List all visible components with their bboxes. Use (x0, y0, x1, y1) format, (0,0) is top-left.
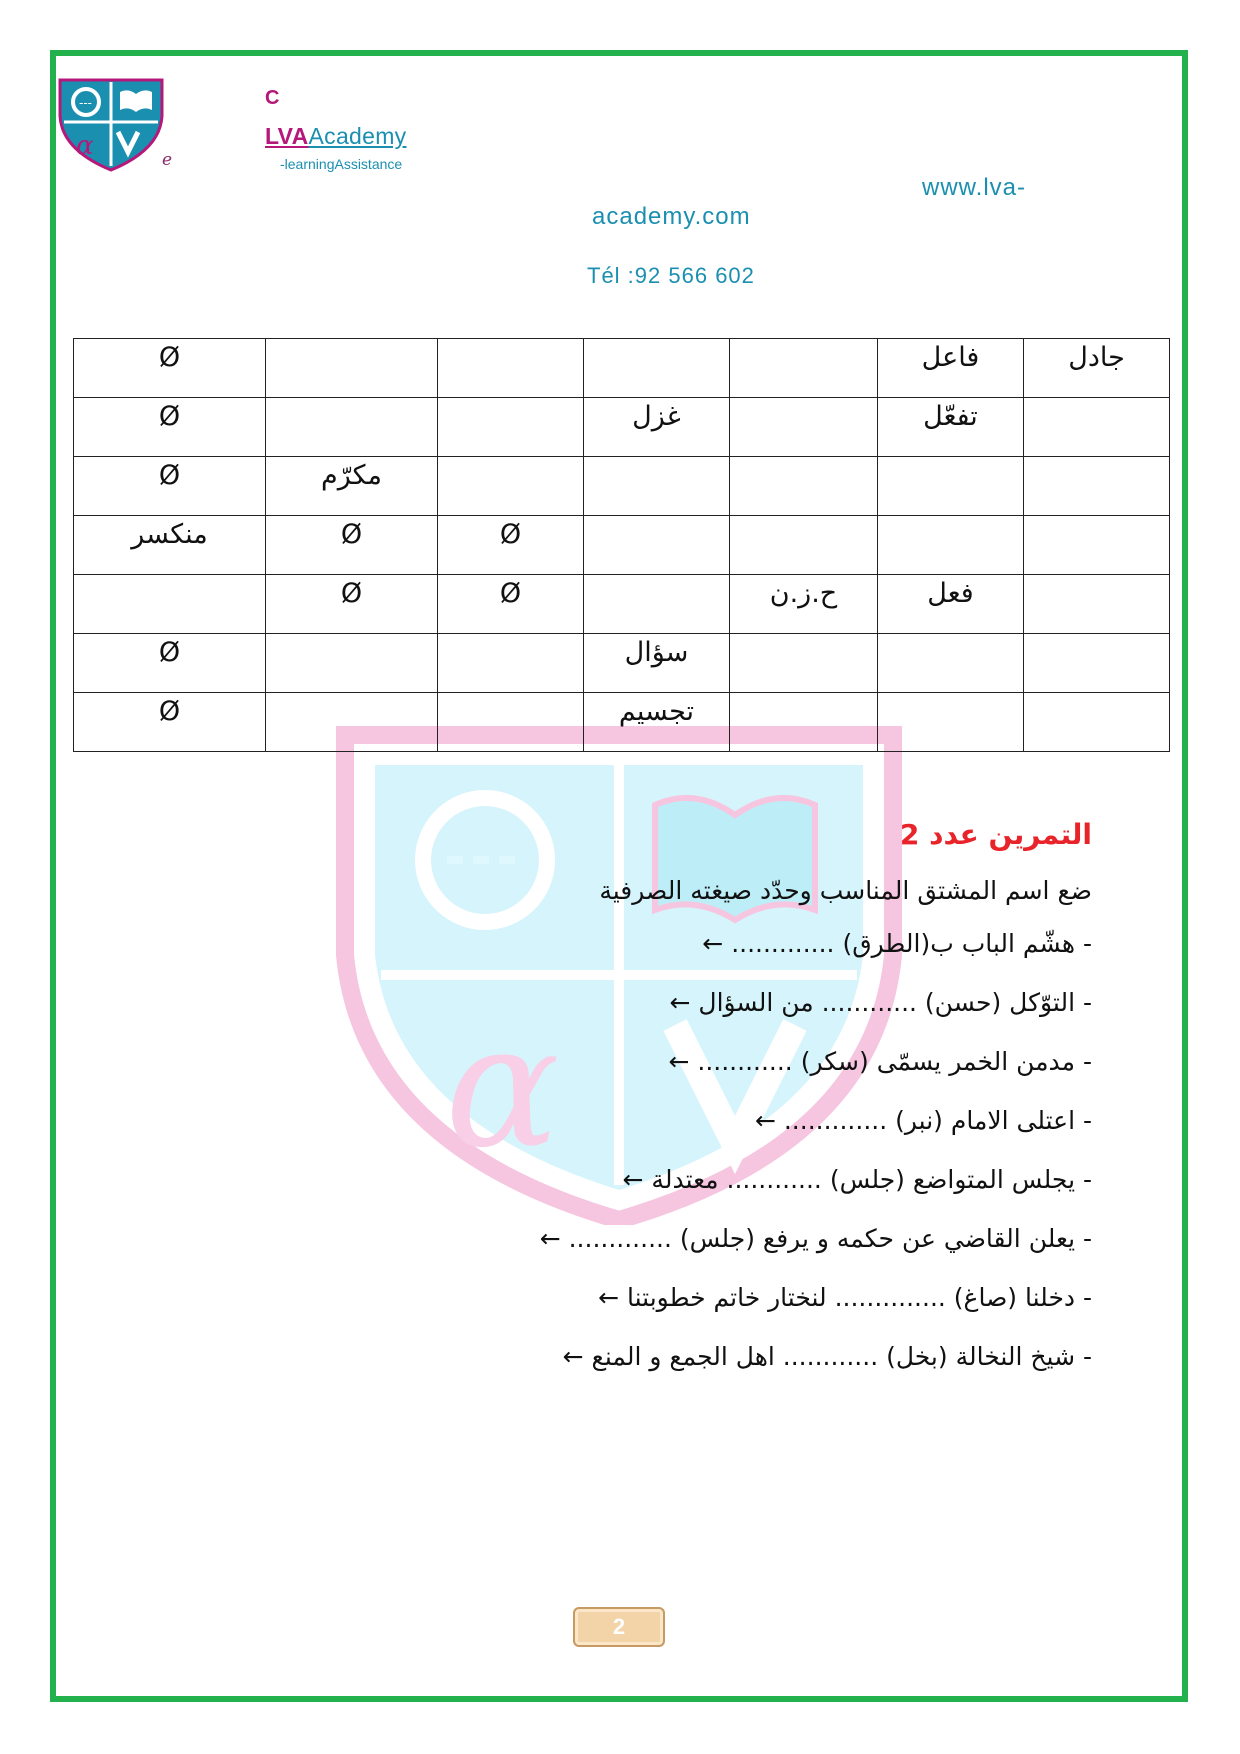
table-cell (1024, 457, 1170, 516)
brand-lva: LVA (265, 123, 309, 149)
table-cell (730, 516, 878, 575)
exercise-item: - دخلنا (صاغ) .............. لنختار خاتم خطوبتنا ← (598, 1283, 1092, 1312)
table-cell (74, 575, 266, 634)
website-line-2: academy.com (592, 203, 751, 230)
table-cell: Ø (438, 516, 584, 575)
table-cell: سؤال (584, 634, 730, 693)
table-cell: Ø (266, 575, 438, 634)
table-cell: تفعّل (878, 398, 1024, 457)
table-cell (878, 516, 1024, 575)
table-row (74, 339, 1170, 398)
svg-text:---: --- (79, 96, 92, 110)
derivatives-table (73, 338, 1169, 752)
table-cell (584, 516, 730, 575)
table-row (74, 634, 1170, 693)
table-row (74, 575, 1170, 634)
phone-number: Tél :92 566 602 (587, 263, 755, 288)
table-row (74, 693, 1170, 752)
svg-text:α: α (76, 131, 94, 161)
table-row (74, 398, 1170, 457)
table-cell (730, 693, 878, 752)
table-cell: Ø (74, 634, 266, 693)
table-cell (730, 398, 878, 457)
table-cell (1024, 575, 1170, 634)
table-cell (878, 693, 1024, 752)
table-cell: Ø (74, 339, 266, 398)
page-number-badge: 2 (573, 1607, 665, 1647)
table-cell (878, 457, 1024, 516)
exercise-instruction: ضع اسم المشتق المناسب وحدّد صيغته الصرفية (599, 876, 1092, 905)
table-row (74, 516, 1170, 575)
exercise-item: - مدمن الخمر يسمّى (سكر) ............ ← (668, 1047, 1092, 1076)
table-cell: فعل (878, 575, 1024, 634)
table-cell: Ø (74, 693, 266, 752)
website-line-1: www.lva- (922, 174, 1027, 201)
table-cell (438, 634, 584, 693)
table-cell (266, 398, 438, 457)
table-cell (584, 575, 730, 634)
table-cell (438, 339, 584, 398)
table-cell: فاعل (878, 339, 1024, 398)
table-cell: مكرّم (266, 457, 438, 516)
exercise-item: - التوّكل (حسن) ............ من السؤال ← (669, 988, 1092, 1017)
table-cell (730, 457, 878, 516)
table-cell (266, 634, 438, 693)
table-cell: Ø (74, 457, 266, 516)
table-cell (584, 339, 730, 398)
table-cell (730, 339, 878, 398)
table-cell: منكسر (74, 516, 266, 575)
table-cell (266, 339, 438, 398)
exercise-title: التمرين عدد 2 (899, 818, 1092, 851)
exercise-item: - اعتلى الامام (نبر) ............. ← (754, 1106, 1092, 1135)
table-cell: Ø (74, 398, 266, 457)
table-cell (438, 693, 584, 752)
brand-name (265, 123, 406, 150)
exercise-item: - شيخ النخالة (بخل) ............ اهل الجمع و المنع ← (562, 1342, 1092, 1371)
exercise-item: - يعلن القاضي عن حكمه و يرفع (جلس) ............. ← (539, 1224, 1092, 1253)
table-cell: Ø (266, 516, 438, 575)
logo-suffix: e (162, 150, 173, 170)
table-cell: تجسيم (584, 693, 730, 752)
svg-text:α: α (445, 988, 560, 1186)
table-cell: غزل (584, 398, 730, 457)
table-cell (438, 398, 584, 457)
table-cell (1024, 634, 1170, 693)
exercise-2 (192, 818, 1092, 1396)
table-row (74, 457, 1170, 516)
table-cell (1024, 516, 1170, 575)
table-cell (1024, 693, 1170, 752)
brand-academy: Academy (308, 123, 407, 149)
table-cell: جادل (1024, 339, 1170, 398)
table-cell (584, 457, 730, 516)
lva-shield-logo (56, 76, 166, 172)
exercise-item: - يجلس المتواضع (جلس) ............ معتدلة ← (622, 1165, 1092, 1194)
brand-letter: C (265, 87, 280, 109)
table-cell (266, 693, 438, 752)
table-cell (878, 634, 1024, 693)
table-cell: Ø (438, 575, 584, 634)
exercise-item: - هشّم الباب ب(الطرق) ............. ← (702, 929, 1092, 958)
table-cell: ح.ز.ن (730, 575, 878, 634)
table-cell (438, 457, 584, 516)
table-cell (1024, 398, 1170, 457)
table-cell (730, 634, 878, 693)
brand-tagline: -learningAssistance (280, 156, 403, 172)
